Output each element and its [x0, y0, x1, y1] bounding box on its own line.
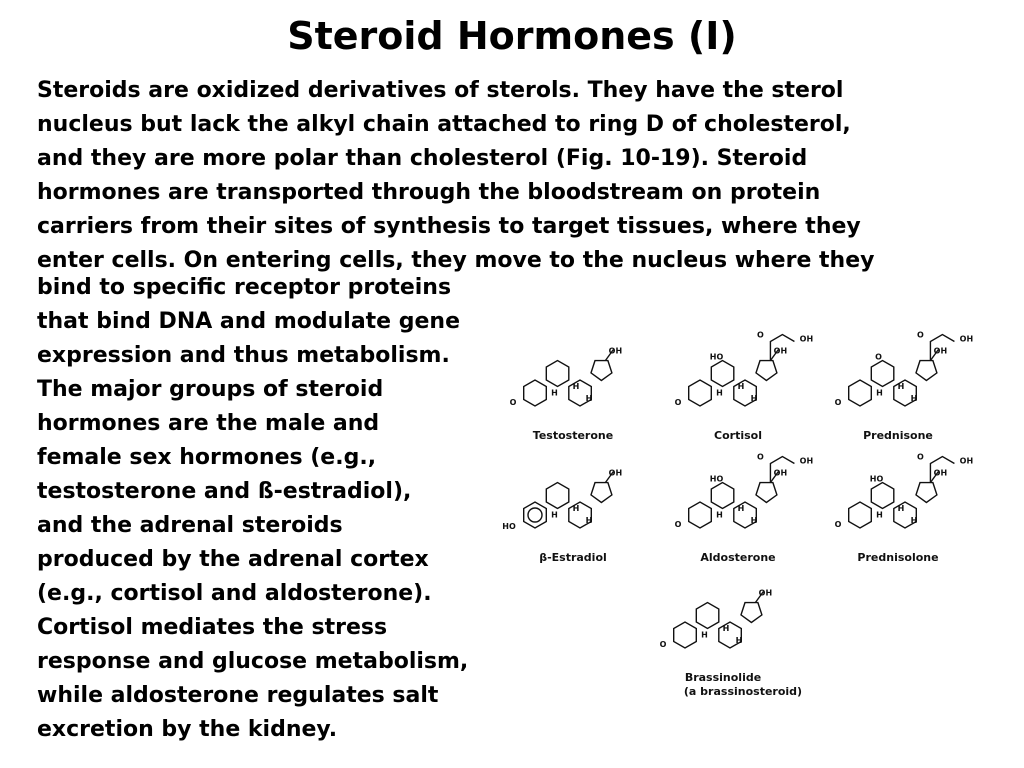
- text-line: response and glucose metabolism,: [37, 649, 469, 674]
- text-line: and they are more polar than cholesterol (Fig. 10-19). Steroid: [37, 146, 808, 171]
- text-line: Cortisol mediates the stress: [37, 615, 388, 640]
- text-line: hormones are transported through the bloodstream on protein: [37, 180, 821, 205]
- text-line: produced by the adrenal cortex: [37, 547, 429, 572]
- h-atom: H: [750, 516, 758, 525]
- h-atom: H: [910, 394, 918, 403]
- steroid-structure: [660, 589, 803, 699]
- oxygen-label: O: [917, 330, 924, 340]
- oxygen-label: O: [917, 452, 924, 462]
- text-line: carriers from their sites of synthesis to target tissues, where they: [37, 214, 861, 239]
- h-atom: H: [876, 510, 883, 520]
- hydroxyl-label: HO: [502, 522, 516, 531]
- molecule-name: Cortisol: [714, 429, 762, 442]
- steroid-structure: [675, 331, 814, 443]
- hydroxyl-label: OH: [959, 456, 974, 466]
- hydroxyl-label: HO: [709, 352, 724, 362]
- h-atom: H: [737, 504, 745, 513]
- steroid-structure: [835, 453, 974, 565]
- hydroxyl-label: OH: [758, 588, 773, 598]
- oxygen-label: O: [659, 640, 667, 649]
- h-atom: H: [910, 516, 918, 525]
- h-atom: H: [716, 510, 723, 520]
- molecule-name: Testosterone: [532, 429, 614, 442]
- oxygen-label: O: [757, 330, 764, 340]
- oxygen-label: O: [834, 398, 842, 407]
- h-atom: H: [585, 516, 593, 525]
- hydroxyl-label: OH: [773, 346, 788, 356]
- slide-title: Steroid Hormones (I): [287, 14, 737, 58]
- molecule-subtitle: (a brassinosteroid): [683, 685, 803, 698]
- steroid-structure: [675, 453, 814, 565]
- hydroxyl-label: OH: [608, 468, 623, 478]
- text-line: nucleus but lack the alkyl chain attached to ring D of cholesterol,: [37, 112, 851, 137]
- h-atom: H: [572, 382, 580, 391]
- text-line: enter cells. On entering cells, they move to the nucleus where they: [37, 248, 875, 273]
- h-atom: H: [551, 510, 558, 520]
- text-line: Steroids are oxidized derivatives of sterols. They have the sterol: [37, 78, 844, 103]
- h-atom: H: [722, 624, 730, 633]
- molecule-name: Brassinolide: [684, 671, 762, 684]
- steroid-structure: [835, 331, 974, 443]
- text-line: (e.g., cortisol and aldosterone).: [37, 581, 432, 606]
- hydroxyl-label: HO: [709, 474, 724, 484]
- text-line: female sex hormones (e.g.,: [37, 445, 377, 470]
- h-atom: H: [572, 504, 580, 513]
- molecule-name: β-Estradiol: [539, 551, 607, 564]
- molecule-name: Prednisone: [863, 429, 933, 442]
- oxygen-label: O: [674, 520, 682, 529]
- structures-svg: [490, 315, 1010, 715]
- text-line: excretion by the kidney.: [37, 717, 338, 742]
- text-line: testosterone and ß-estradiol),: [37, 479, 412, 504]
- text-line: that bind DNA and modulate gene: [37, 309, 461, 334]
- oxygen-label: O: [509, 398, 517, 407]
- hydroxyl-label: OH: [933, 468, 948, 478]
- oxygen-label: O: [674, 398, 682, 407]
- h-atom: H: [897, 504, 905, 513]
- oxygen-label: O: [757, 452, 764, 462]
- oxygen-label: O: [875, 352, 882, 362]
- steroid-structures-figure: [490, 315, 1010, 715]
- hydroxyl-label: OH: [773, 468, 788, 478]
- hydroxyl-label: HO: [869, 474, 884, 484]
- hydroxyl-label: OH: [799, 334, 814, 344]
- h-atom: H: [585, 394, 593, 403]
- text-line: expression and thus metabolism.: [37, 343, 450, 368]
- text-line: The major groups of steroid: [37, 377, 384, 402]
- molecule-name: Aldosterone: [700, 551, 776, 564]
- h-atom: H: [701, 630, 708, 640]
- molecule-name: Prednisolone: [857, 551, 939, 564]
- h-atom: H: [716, 388, 723, 398]
- hydroxyl-label: OH: [608, 346, 623, 356]
- hydroxyl-label: OH: [959, 334, 974, 344]
- hydroxyl-label: OH: [933, 346, 948, 356]
- h-atom: H: [737, 382, 745, 391]
- steroid-structure: [502, 469, 622, 565]
- oxygen-label: O: [834, 520, 842, 529]
- text-line: bind to specific receptor proteins: [37, 275, 452, 300]
- steroid-structure: [510, 347, 623, 443]
- h-atom: H: [551, 388, 558, 398]
- text-line: hormones are the male and: [37, 411, 380, 436]
- h-atom: H: [735, 636, 743, 645]
- h-atom: H: [750, 394, 758, 403]
- h-atom: H: [876, 388, 883, 398]
- h-atom: H: [897, 382, 905, 391]
- text-line: and the adrenal steroids: [37, 513, 343, 538]
- hydroxyl-label: OH: [799, 456, 814, 466]
- text-line: while aldosterone regulates salt: [37, 683, 439, 708]
